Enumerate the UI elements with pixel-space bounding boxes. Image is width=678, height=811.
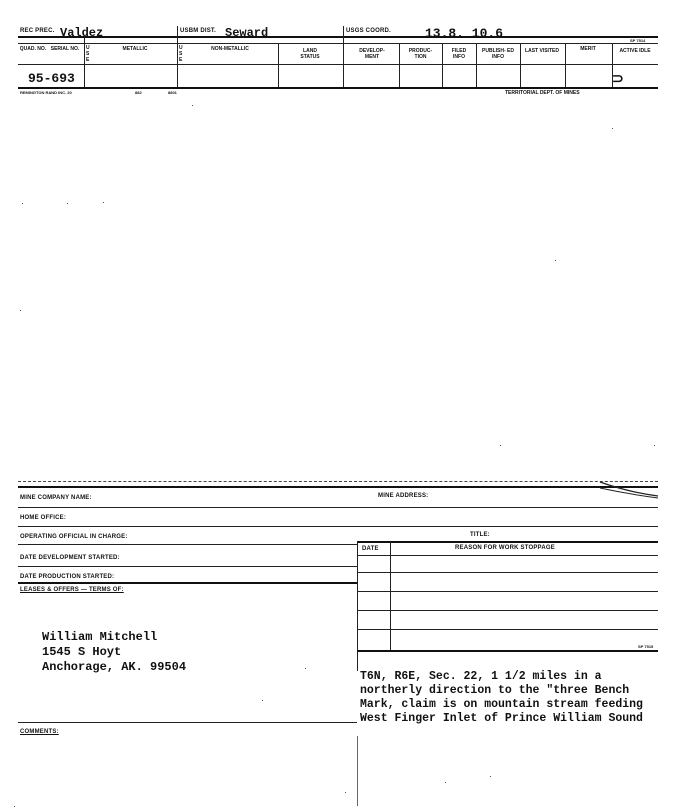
comments-label: COMMENTS: [20, 729, 59, 735]
header-active-idle: ACTIVE IDLE [619, 48, 651, 54]
rec-prec-value: Valdez [60, 26, 104, 40]
date-development-label: DATE DEVELOPMENT STARTED: [20, 555, 120, 561]
printer-note: REMINGTON RAND INC. 20 [20, 90, 72, 95]
header-bottom-rule [18, 64, 658, 65]
quad-value: 95-693 [28, 71, 75, 86]
operating-official-label: OPERATING OFFICIAL IN CHARGE: [20, 534, 128, 540]
location-line-1: T6N, R6E, Sec. 22, 1 1/2 miles in a [360, 670, 602, 683]
form-code-top: SP 7514 [630, 38, 646, 43]
usbm-dist-label: USBM DIST. [180, 28, 217, 34]
location-line-4: West Finger Inlet of Prince William Sound [360, 712, 643, 725]
top-rule [18, 36, 658, 38]
header-production: PRODUC- TION [408, 48, 433, 60]
header-published-info: PUBLISH- ED INFO [482, 48, 514, 60]
corner-curl [598, 478, 660, 500]
form-code-bottom: SP 7515 [638, 644, 654, 649]
header-rule [18, 43, 658, 44]
row-bottom-rule [18, 87, 658, 89]
mine-company-label: MINE COMPANY NAME: [20, 495, 92, 501]
header-land-status: LAND STATUS [300, 48, 320, 60]
dept-note: TERRITORIAL DEPT. OF MINES [505, 90, 580, 96]
mine-address-label: MINE ADDRESS: [378, 493, 429, 499]
title-label: TITLE: [470, 532, 490, 538]
header-serial-no: SERIAL NO. [50, 46, 80, 52]
address-line-1: William Mitchell [42, 630, 158, 644]
header-merit: MERIT [580, 46, 596, 52]
usgs-coord-value: 13.8. 10.6 [425, 26, 504, 41]
active-mark: ⊃ [612, 70, 624, 86]
bottom-card-top-edge [18, 481, 658, 482]
header-quad-no: QUAD. NO. [19, 46, 47, 52]
date-col-header: DATE [362, 546, 379, 552]
rec-prec-label: REC PREC. [20, 28, 55, 34]
usbm-dist-value: Seward [225, 26, 269, 40]
address-line-3: Anchorage, AK. 99504 [42, 660, 187, 674]
home-office-label: HOME OFFICE: [20, 515, 67, 521]
header-development: DEVELOP- MENT [359, 48, 385, 60]
printer-code-1: 882 [135, 90, 142, 95]
leases-label: LEASES & OFFERS — TERMS OF: [20, 587, 124, 593]
header-use-nonmetallic: U S E [179, 45, 183, 63]
location-line-2: northerly direction to the "three Bench [360, 684, 630, 697]
header-use-metallic: U S E [86, 45, 90, 63]
reason-col-header: REASON FOR WORK STOPPAGE [455, 545, 555, 551]
printer-code-2: 8801 [168, 90, 177, 95]
location-line-3: Mark, claim is on mountain stream feeding [360, 698, 643, 711]
header-metallic: METALLIC [122, 46, 148, 52]
date-production-label: DATE PRODUCTION STARTED: [20, 574, 115, 580]
usgs-coord-label: USGS COORD. [346, 28, 391, 34]
address-line-2: 1545 S Hoyt [42, 645, 122, 659]
header-filed-info: FILED INFO [451, 48, 467, 60]
header-last-visited: LAST VISITED [525, 48, 559, 54]
header-non-metallic: NON-METALLIC [211, 46, 249, 52]
